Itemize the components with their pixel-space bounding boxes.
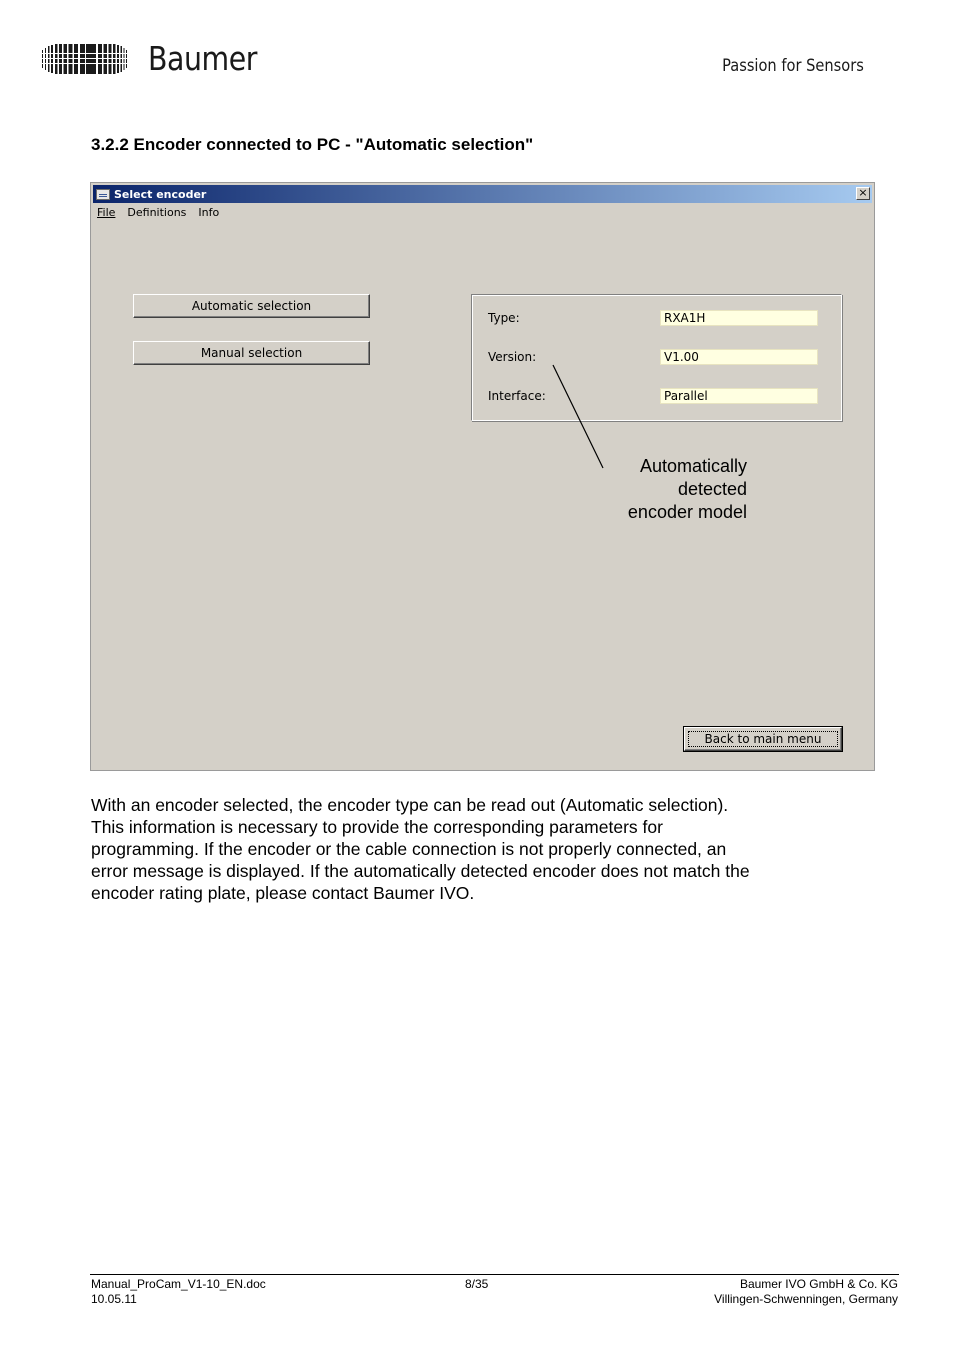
footer-divider xyxy=(90,1274,899,1275)
menu-file[interactable]: File xyxy=(97,206,116,219)
body-line-3: programming. If the encoder or the cable connection is not properly connected, an xyxy=(91,839,727,859)
window-icon xyxy=(96,189,110,200)
automatic-selection-button[interactable]: Automatic selection xyxy=(133,294,370,318)
type-value: RXA1H xyxy=(660,310,818,326)
type-label: Type: xyxy=(488,311,520,325)
body-line-1: With an encoder selected, the encoder type can be read out (Automatic selection). xyxy=(91,795,729,815)
annotation-line-3: encoder model xyxy=(627,502,747,522)
body-line-2: This information is necessary to provide the corresponding parameters for xyxy=(91,817,663,837)
annotation-line-2: detected xyxy=(677,479,747,499)
dialog-title: Select encoder xyxy=(114,187,207,201)
close-button[interactable]: × xyxy=(856,187,870,200)
manual-selection-button[interactable]: Manual selection xyxy=(133,341,370,365)
annotation-pointer-line xyxy=(91,183,876,772)
back-button-label: Back to main menu xyxy=(688,731,839,747)
annotation-line-1: Automatically xyxy=(639,456,747,476)
baumer-logo-mark-icon xyxy=(42,44,134,74)
footer-company: Baumer IVO GmbH & Co. KG xyxy=(739,1277,898,1291)
encoder-info-group xyxy=(471,294,842,421)
footer-location: Villingen-Schwenningen, Germany xyxy=(714,1292,898,1306)
body-line-5: encoder rating plate, please contact Baumer IVO. xyxy=(91,883,475,903)
baumer-logo xyxy=(42,39,275,78)
section-title: 3.2.2 Encoder connected to PC - "Automatic selection" xyxy=(91,135,534,154)
dialog-titlebar[interactable] xyxy=(93,185,872,203)
select-encoder-dialog xyxy=(90,182,875,771)
body-paragraph xyxy=(91,794,851,904)
annotation-text xyxy=(628,455,747,524)
tagline: Passion for Sensors xyxy=(722,56,864,76)
menu-definitions[interactable]: Definitions xyxy=(127,206,187,219)
footer-page-number: 8/35 xyxy=(465,1277,489,1291)
footer-right xyxy=(714,1277,898,1307)
footer-date: 10.05.11 xyxy=(91,1292,137,1306)
brand-name: Baumer xyxy=(148,39,258,78)
version-label: Version: xyxy=(488,350,537,364)
footer-filename: Manual_ProCam_V1-10_EN.doc xyxy=(91,1277,266,1291)
body-line-4: error message is displayed. If the automatically detected encoder does not match the xyxy=(91,861,750,881)
footer-left xyxy=(91,1277,266,1307)
menu-info[interactable]: Info xyxy=(198,206,220,219)
interface-label: Interface: xyxy=(488,389,546,403)
version-value: V1.00 xyxy=(660,349,818,365)
menu-bar xyxy=(97,206,219,219)
back-to-main-menu-button[interactable] xyxy=(684,727,842,751)
interface-value: Parallel xyxy=(660,388,818,404)
